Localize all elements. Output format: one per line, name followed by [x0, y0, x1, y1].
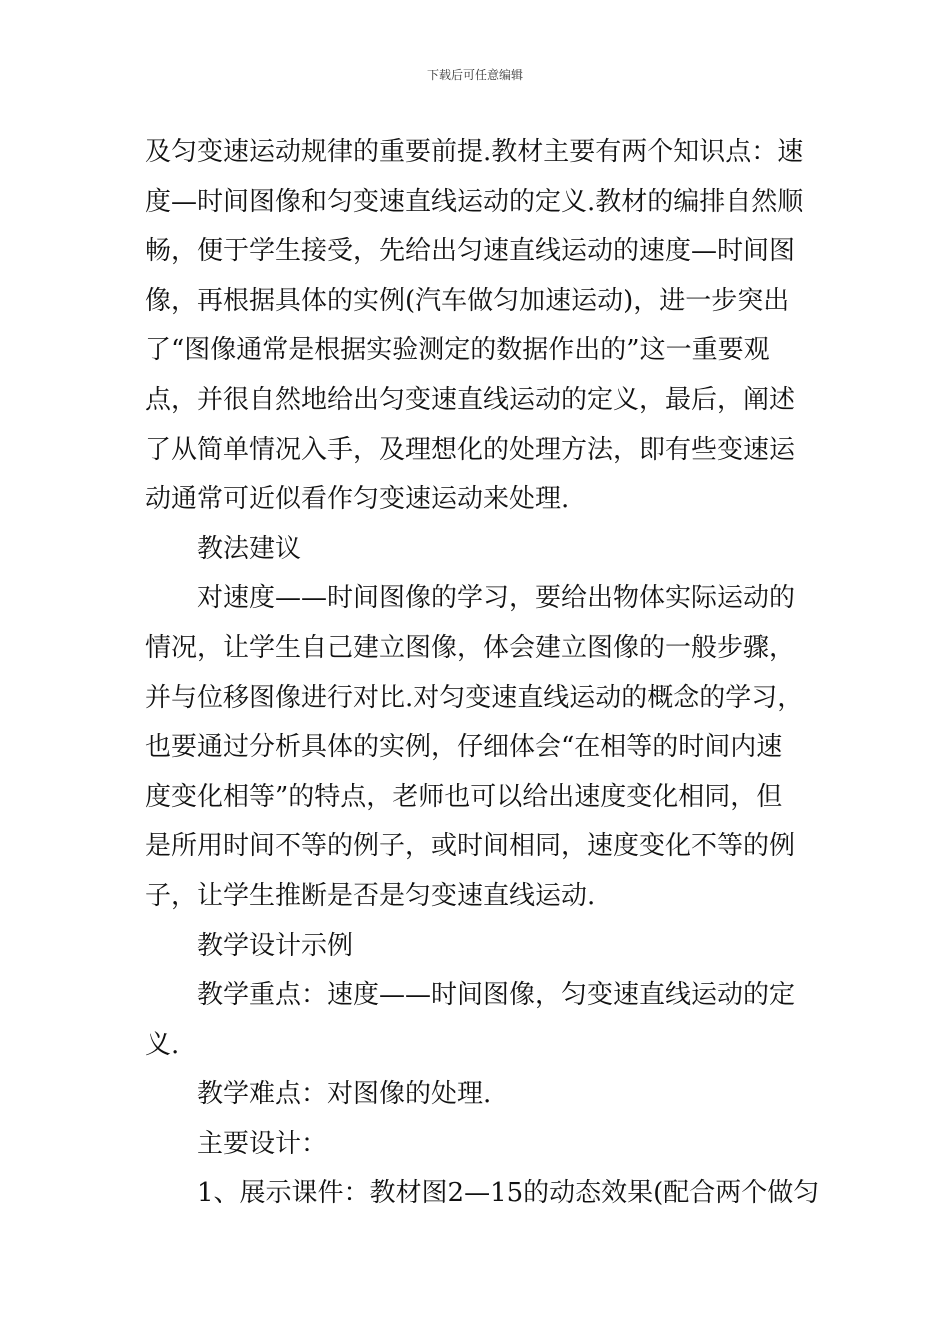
text-line: 动通常可近似看作匀变速运动来处理.	[145, 484, 570, 515]
text-line: 教学重点：速度——时间图像，匀变速直线运动的定	[197, 980, 796, 1011]
text-line: 度变化相等”的特点，老师也可以给出速度变化相同，但	[145, 781, 783, 812]
text-line: 是所用时间不等的例子，或时间相同，速度变化不等的例	[145, 831, 796, 862]
text-line: 也要通过分析具体的实例，仔细体会“在相等的时间内速	[145, 732, 783, 763]
text-line: 及匀变速运动规律的重要前提.教材主要有两个知识点：速	[145, 137, 804, 167]
page-header: 下载后可任意编辑	[426, 68, 523, 82]
text-line: 1、展示课件：教材图2—15的动态效果(配合两个做匀	[197, 1178, 820, 1209]
section-heading: 教学设计示例	[197, 930, 354, 961]
text-line: 对速度——时间图像的学习，要给出物体实际运动的	[197, 583, 796, 614]
text-line: 情况，让学生自己建立图像，体会建立图像的一般步骤，	[145, 632, 796, 663]
document-body	[145, 128, 820, 1219]
text-line: 像，再根据具体的实例(汽车做匀加速运动)，进一步突出	[145, 285, 790, 316]
text-line: 了从简单情况入手，及理想化的处理方法，即有些变速运	[145, 434, 796, 465]
text-line: 子，让学生推断是否是匀变速直线运动.	[145, 880, 596, 911]
text-line: 畅，便于学生接受，先给出匀速直线运动的速度—时间图	[145, 236, 796, 267]
text-line: 度—时间图像和匀变速直线运动的定义.教材的编排自然顺	[145, 186, 804, 217]
text-line: 教学难点：对图像的处理.	[197, 1079, 492, 1110]
text-line: 了“图像通常是根据实验测定的数据作出的”这一重要观	[145, 335, 770, 366]
text-line: 并与位移图像进行对比.对匀变速直线运动的概念的学习，	[145, 682, 804, 713]
text-line: 义.	[145, 1029, 180, 1060]
text-line: 点，并很自然地给出匀变速直线运动的定义，最后，阐述	[145, 384, 796, 415]
section-heading: 教法建议	[197, 533, 302, 564]
text-line: 主要设计：	[197, 1128, 328, 1159]
